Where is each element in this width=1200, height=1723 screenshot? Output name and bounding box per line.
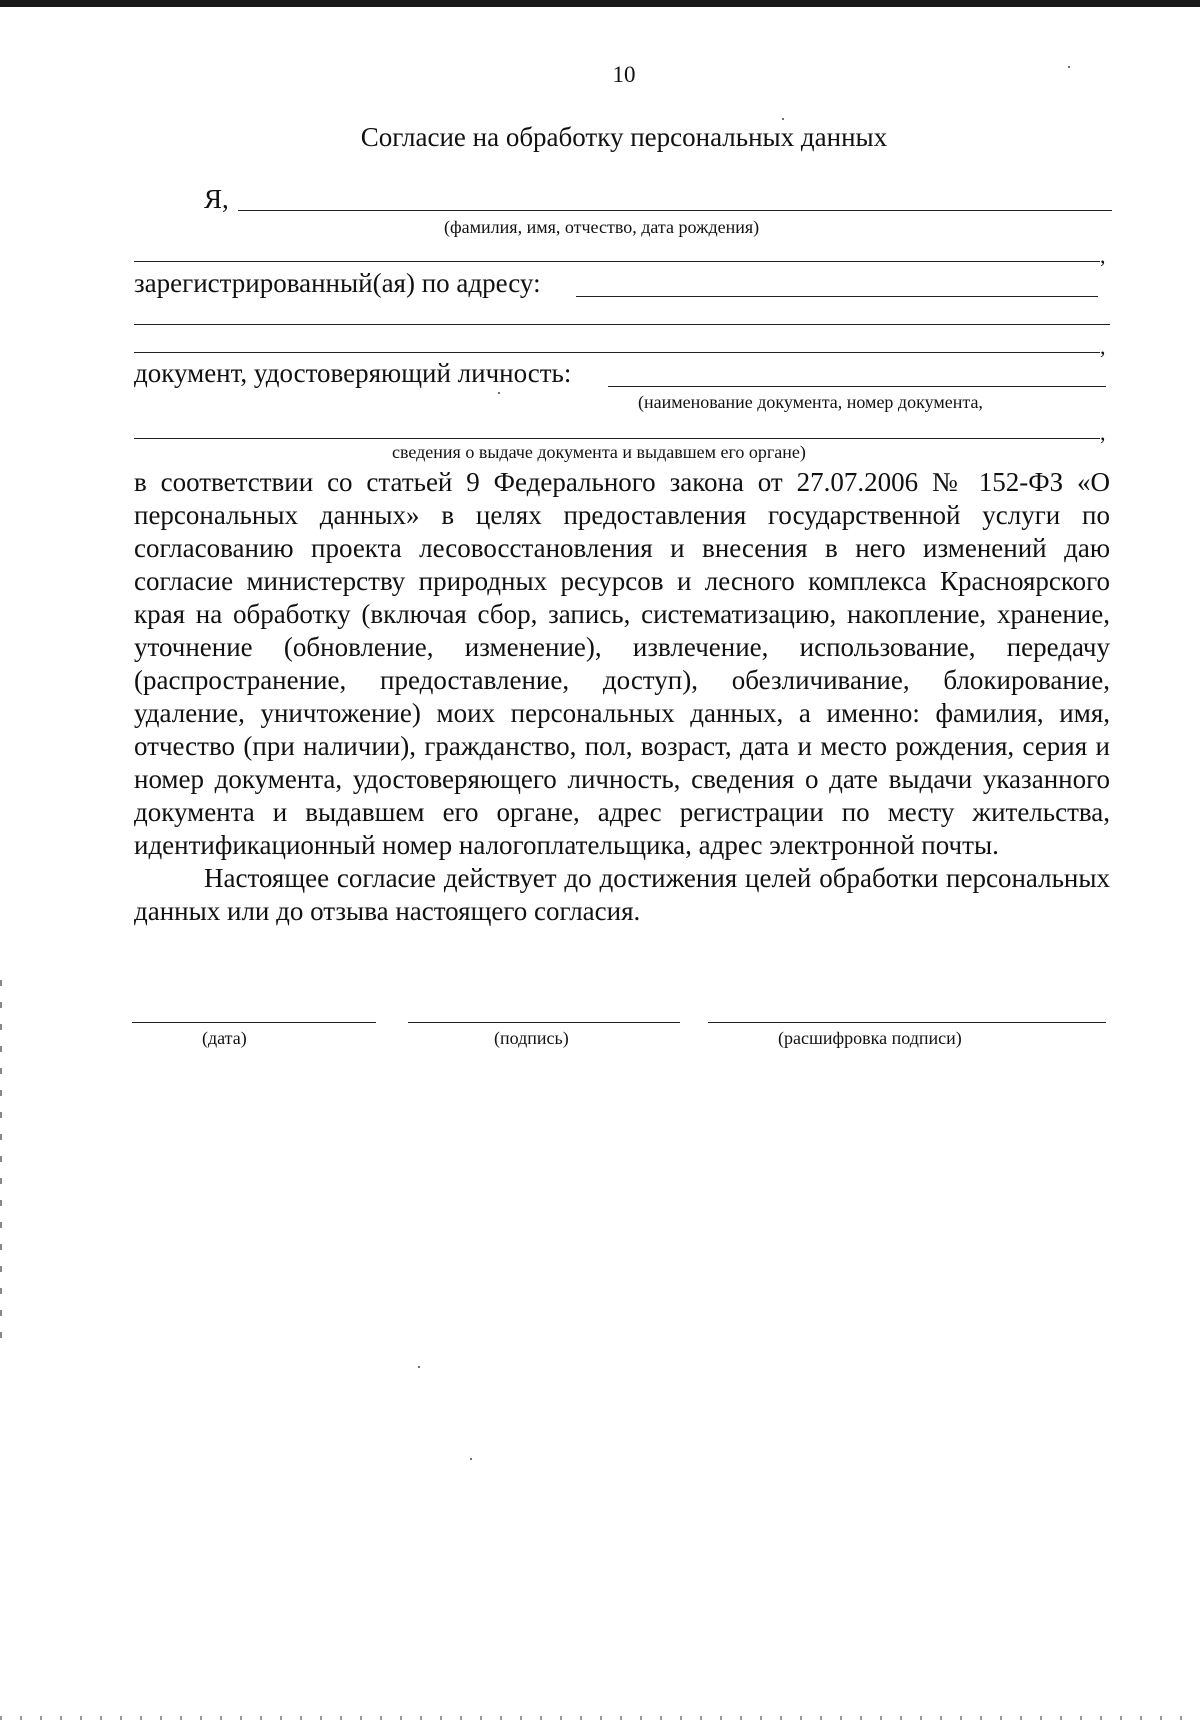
scan-speck <box>418 1366 420 1368</box>
name-caption: (фамилия, имя, отчество, дата рождения) <box>444 217 760 237</box>
scan-speck <box>498 392 500 394</box>
name-prefix: Я, <box>204 184 229 214</box>
date-caption: (дата) <box>202 1028 247 1048</box>
name-continuation-line[interactable] <box>134 261 1100 262</box>
scan-speck <box>782 118 784 120</box>
document-title: Согласие на обработку персональных данных <box>360 122 888 152</box>
signature-line[interactable] <box>408 1022 680 1023</box>
scan-bottom-strip <box>0 1716 1200 1720</box>
scan-left-edge <box>0 980 2 1340</box>
signature-transcript-line[interactable] <box>708 1022 1106 1023</box>
document-caption-2: сведения о выдаче документа и выдавшем его органе) <box>392 442 806 462</box>
address-line-2[interactable] <box>134 324 1110 325</box>
address-line-3[interactable] <box>134 352 1100 353</box>
name-comma: , <box>1100 243 1106 268</box>
signature-transcript-caption: (расшифровка подписи) <box>778 1028 962 1048</box>
scan-top-border <box>0 0 1200 7</box>
document-line-2[interactable] <box>134 438 1100 439</box>
address-line-1[interactable] <box>576 296 1098 297</box>
document-line-1[interactable] <box>608 386 1106 387</box>
address-label: зарегистрированный(ая) по адресу: <box>134 268 541 298</box>
document-label: документ, удостоверяющий личность: <box>134 358 572 388</box>
address-comma: , <box>1100 334 1106 359</box>
date-line[interactable] <box>132 1022 376 1023</box>
scan-speck <box>470 1458 472 1460</box>
consent-paragraph-1: в соответствии со статьей 9 Федерального закона от 27.07.2006 № 152-ФЗ «О персональных данных» в целях предоставления государственной услуги по согласованию проекта лесовосстановления и внесения в него изменений даю согласие министерству природных ресурсов и лесного комплекса Красноярского края на обработку (включая сбор, запись, систематизацию, накопление, хранение, уточнение (обновление, изменение), извлечение, использование, передачу (распространение, предоставление, доступ), обезличивание, блокирование, удаление, уничтожение) моих персональных данных, а именно: фамилия, имя, отчество (при наличии), гражданство, пол, возраст, дата и место рождения, серия и номер документа, удостоверяющего личность, сведения о дате выдачи указанного документа и выдавшем его органе, адрес регистрации по месту жительства, идентификационный номер налогоплательщика, адрес электронной почты. <box>134 467 1110 860</box>
document-caption-1: (наименование документа, номер документа, <box>638 392 983 412</box>
name-line[interactable] <box>238 210 1112 211</box>
consent-body <box>134 466 1110 928</box>
document-comma: , <box>1100 420 1106 445</box>
signature-caption: (подпись) <box>494 1028 569 1048</box>
page-number: 10 <box>612 62 636 87</box>
consent-paragraph-2: Настоящее согласие действует до достижения целей обработки персональных данных или до отзыва настоящего согласия. <box>134 863 1110 926</box>
scan-speck <box>1068 66 1070 68</box>
